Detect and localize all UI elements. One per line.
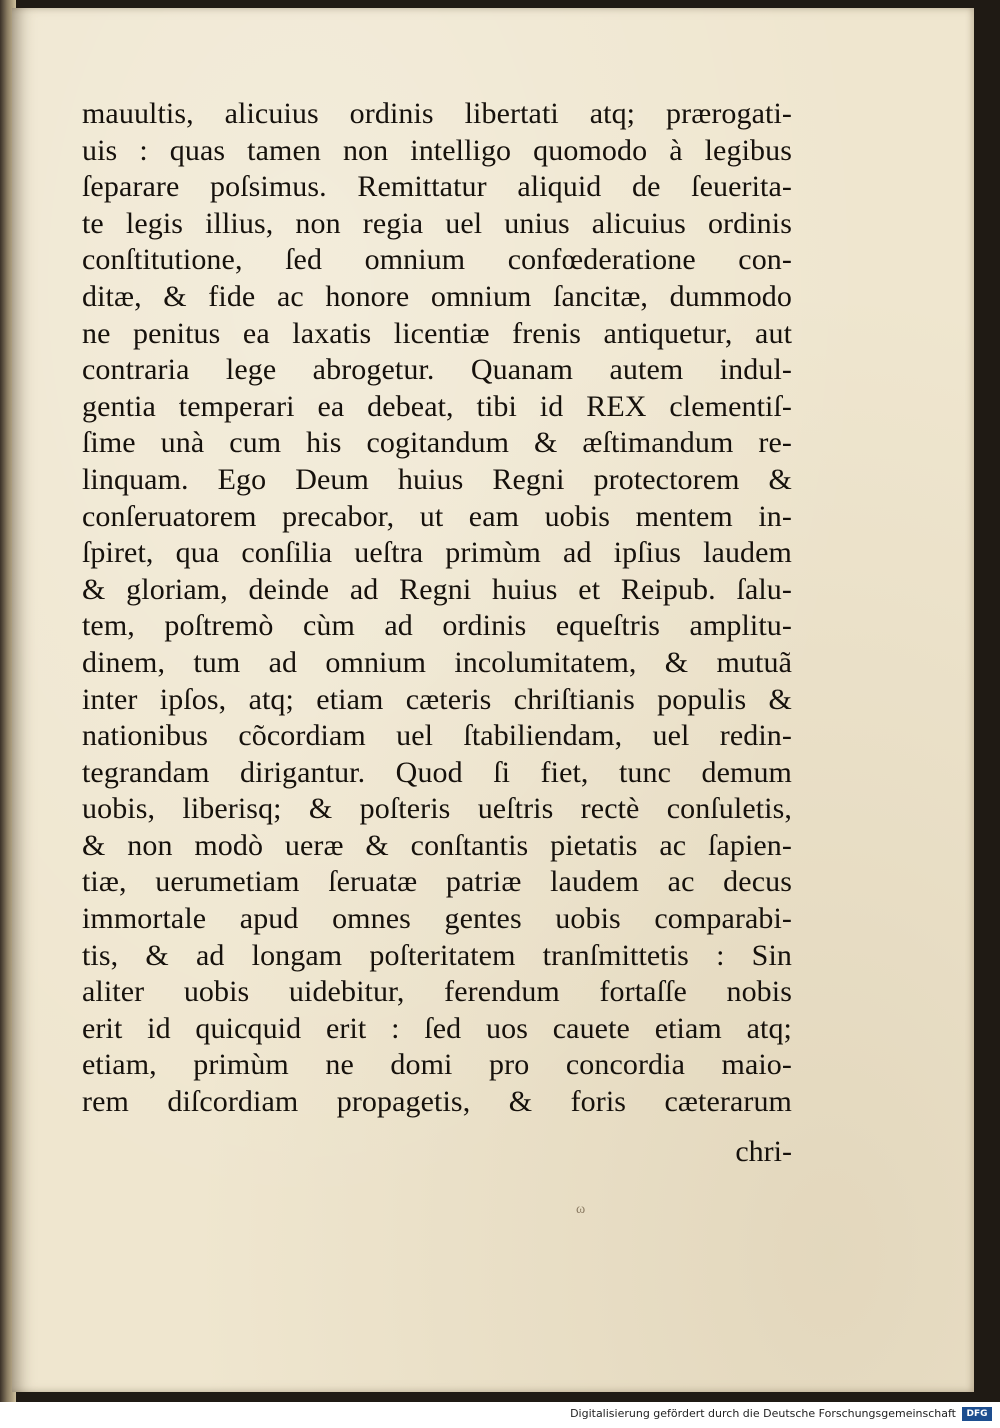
text-line: tiæ, uerumetiam ſeruatæ patriæ laudem ac decus [82,865,792,899]
text-line: uobis, liberisq; & poſteris ueſtris rectè conſuletis, [82,792,792,826]
text-line: contraria lege abrogetur. Quanam autem indul- [82,353,792,387]
signature-mark: ω [576,1202,586,1217]
catchword: chri- [735,1135,792,1168]
text-line: ſime unà cum his cogitandum & æſtimandum re- [82,426,792,460]
text-line: tegrandam dirigantur. Quod ſi fiet, tunc demum [82,755,792,789]
text-line: tem, poſtremò cùm ad ordinis equeſtris amplitu- [82,609,792,643]
text-line: mauultis, alicuius ordinis libertati atq; prærogati- [82,97,792,130]
text-line: ne penitus ea laxatis licentiæ frenis antiquetur, aut [82,316,792,350]
text-line: aliter uobis uidebitur, ferendum fortaſſe nobis [82,975,792,1009]
text-line: ſeparare poſsimus. Remittatur aliquid de ſeuerita- [82,170,792,204]
footer-bar [0,1402,1000,1428]
text-line: & non modò ueræ & conſtantis pietatis ac ſapien- [82,828,792,862]
text-line: etiam, primùm ne domi pro concordia maio- [82,1048,792,1082]
text-line: & gloriam, deinde ad Regni huius et Reipub. ſalu- [82,572,792,606]
text-line: erit id quicquid erit : ſed uos cauete etiam atq; [82,1011,792,1045]
text-line: nationibus cõcordiam uel ſtabiliendam, uel redin- [82,719,792,753]
text-line: uis : quas tamen non intelligo quomodo à legibus [82,133,792,167]
text-line: inter ipſos, atq; etiam cæteris chriſtianis populis & [82,682,792,716]
text-line: immortale apud omnes gentes uobis comparabi- [82,902,792,936]
text-line: conſtitutione, ſed omnium confœderatione con- [82,243,792,277]
text-line: dinem, tum ad omnium incolumitatem, & mutuã [82,645,792,679]
text-line: ſpiret, qua conſilia ueſtra primùm ad ipſius laudem [82,536,792,570]
dfg-logo-icon: DFG [962,1407,992,1421]
digitization-credit: Digitalisierung gefördert durch die Deutsche Forschungsgemeinschaft [570,1407,956,1420]
text-line: rem diſcordiam propagetis, & foris cæterarum [82,1085,792,1119]
text-line: conſeruatorem precabor, ut eam uobis mentem in- [82,499,792,533]
paper-leaf [12,8,974,1392]
text-line: te legis illius, non regia uel unius alicuius ordinis [82,206,792,240]
text-line: gentia temperari ea debeat, tibi id REX clementiſ- [82,389,792,423]
text-line: tis, & ad longam poſteritatem tranſmittetis : Sin [82,938,792,972]
text-line: linquam. Ego Deum huius Regni protectorem & [82,462,792,496]
text-line: ditæ, & fide ac honore omnium ſancitæ, dummodo [82,279,792,313]
text-block [82,96,792,1121]
